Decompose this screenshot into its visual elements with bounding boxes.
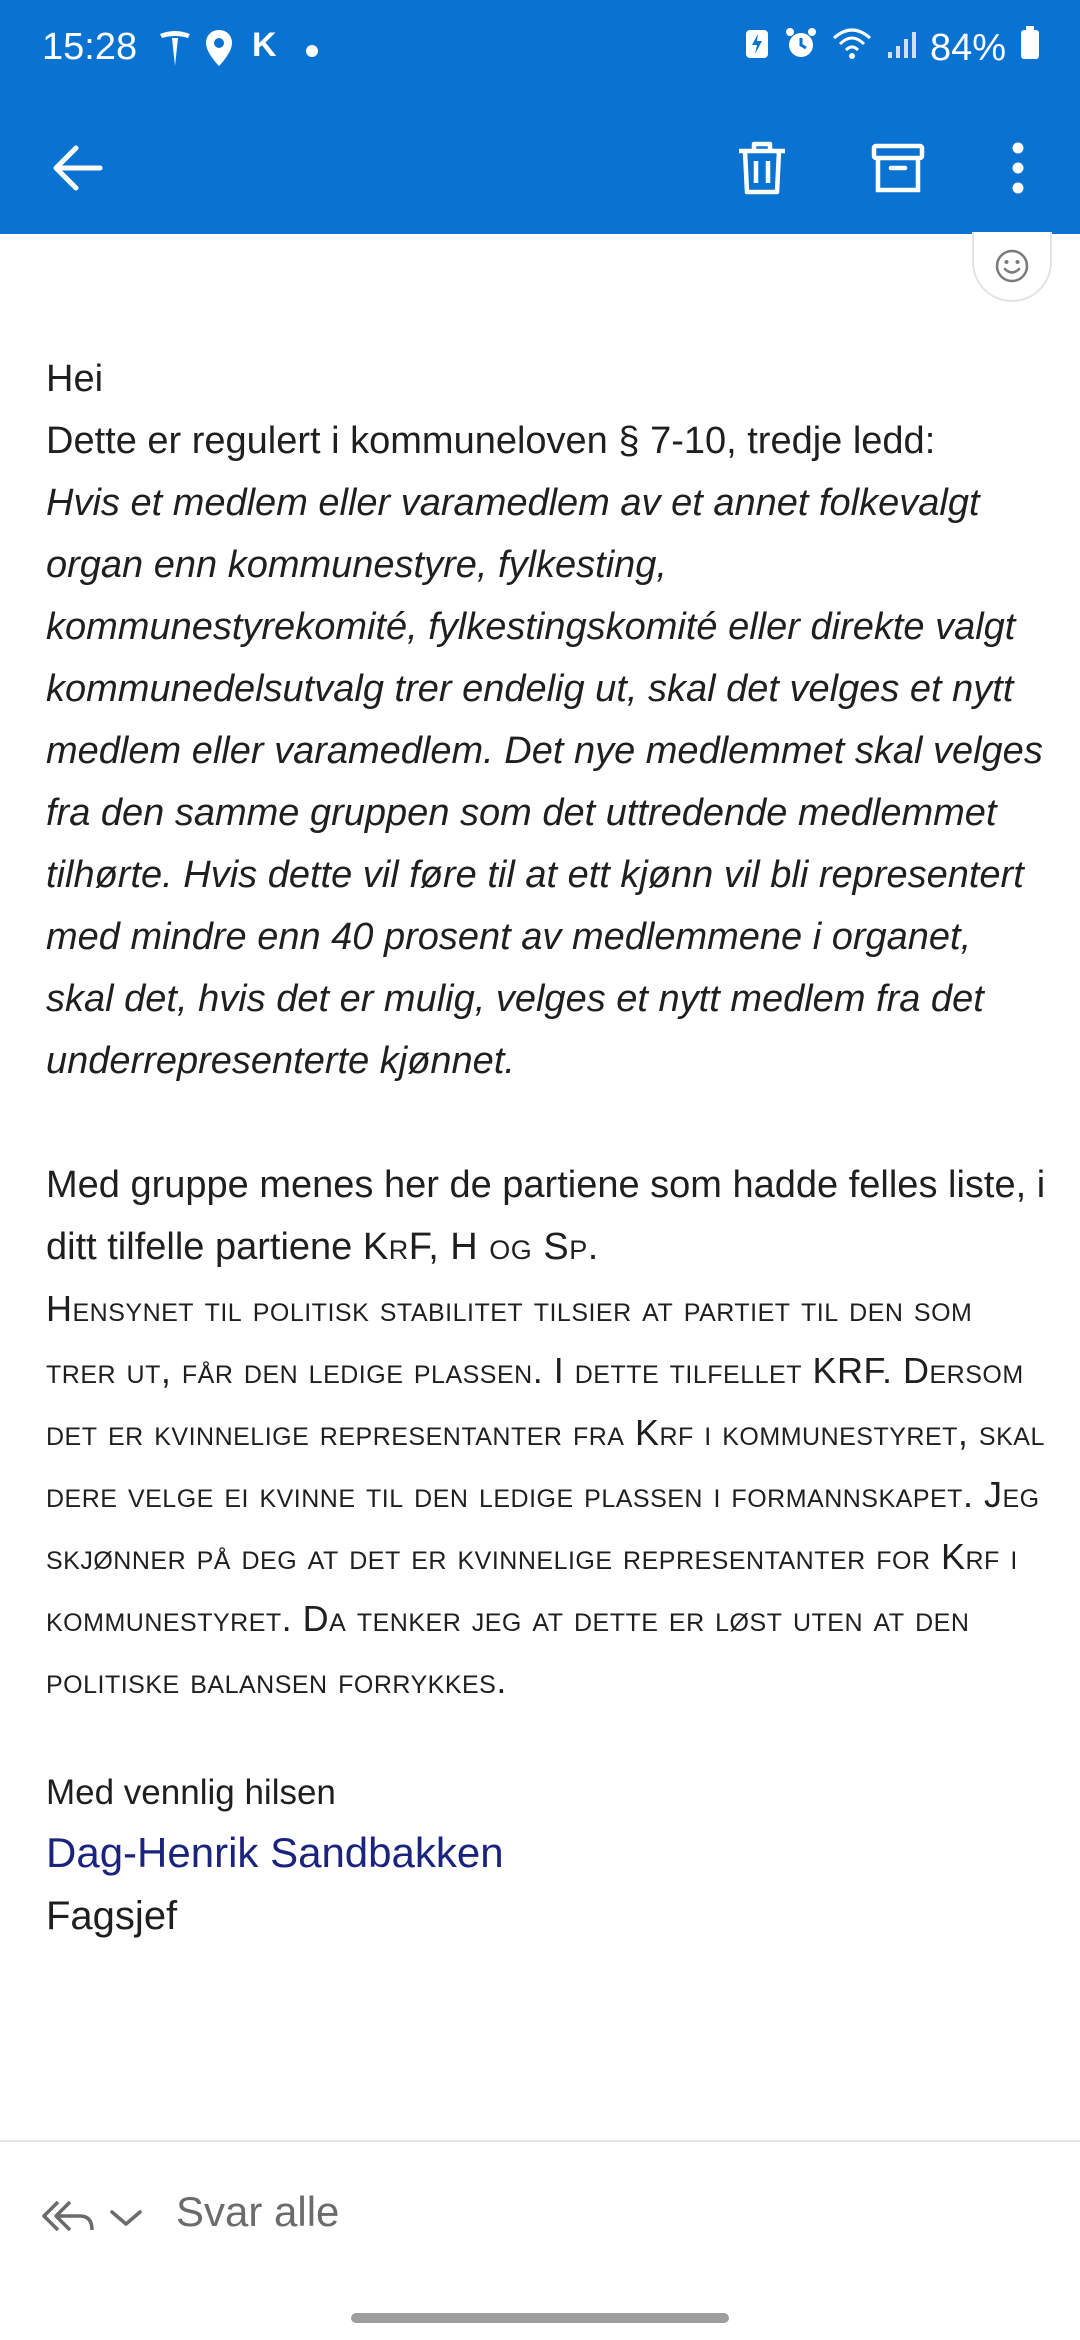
- more-options-button[interactable]: [978, 128, 1058, 208]
- location-icon: [204, 28, 234, 73]
- group-text: Med gruppe menes her de partiene som hadde felles liste, i ditt tilfelle partiene: [46, 1164, 1046, 1268]
- email-toolbar: [0, 100, 1080, 234]
- battery-percent: 84%: [929, 26, 1006, 69]
- status-right: [744, 26, 1040, 70]
- wifi-icon: [832, 26, 872, 70]
- battery-icon: [1020, 26, 1040, 70]
- reply-bar: [0, 2142, 1080, 2292]
- delete-button[interactable]: [722, 128, 802, 208]
- notification-dot-icon: [306, 44, 318, 62]
- signature-closing: Med vennlig hilsen: [46, 1773, 336, 1812]
- back-button[interactable]: [38, 128, 118, 208]
- status-bar: [0, 0, 1080, 100]
- email-body: [46, 348, 1046, 1946]
- reply-all-icon[interactable]: [40, 2196, 96, 2241]
- signal-icon: [886, 27, 916, 70]
- signature-name: Dag-Henrik Sandbakken: [46, 1829, 504, 1876]
- stability-paragraph: Hensynet til politisk stabilitet tilsier at partiet til den som trer ut, får den ledige plassen. I dette tilfellet KRF. Dersom det er kvinnelige representanter fra Krf i kommunestyret, skal dere velge ei kvinne til den ledige plassen i formannskapet. Jeg skjønner på deg at det er kvinnelige representanter for Krf i kommunestyret. Da tenker jeg at dette er løst uten at den politiske balansen forrykkes.: [46, 1288, 1045, 1701]
- alarm-icon: [784, 26, 818, 70]
- reply-all-button[interactable]: Svar alle: [176, 2188, 340, 2235]
- status-time: 15:28: [42, 26, 138, 68]
- party-names: KrF, H og Sp.: [362, 1226, 599, 1268]
- battery-saver-icon: [744, 26, 770, 70]
- trash-icon: [735, 139, 789, 197]
- archive-icon: [870, 140, 926, 196]
- k-app-icon: K: [252, 26, 277, 64]
- tesla-icon: [158, 28, 192, 73]
- signature-title: Fagsjef: [46, 1894, 178, 1938]
- smiley-icon: [994, 248, 1030, 284]
- back-arrow-icon: [48, 138, 108, 198]
- archive-button[interactable]: [858, 128, 938, 208]
- greeting: Hei: [46, 358, 104, 400]
- reaction-button[interactable]: [972, 232, 1052, 302]
- more-vertical-icon: [1008, 140, 1028, 196]
- intro-paragraph: Dette er regulert i kommuneloven § 7-10, tredje ledd:: [46, 420, 936, 462]
- group-paragraph: [46, 1154, 1046, 1278]
- law-quote: Hvis et medlem eller varamedlem av et annet folkevalgt organ enn kommunestyre, fylkesting, kommunestyrekomité, fylkestingskomité eller direkte valgt kommunedelsutvalg trer endelig ut, skal det velges et nytt medlem eller varamedlem. Det nye medlemmet skal velges fra den samme gruppen som det uttredende medlemmet tilhørte. Hvis dette vil føre til at ett kjønn vil bli representert med mindre enn 40 prosent av medlemmene i organet, skal det, hvis det er mulig, velges et nytt medlem fra det underrepresenterte kjønnet.: [46, 482, 1043, 1082]
- chevron-down-icon[interactable]: [108, 2208, 144, 2233]
- home-indicator[interactable]: [351, 2313, 729, 2323]
